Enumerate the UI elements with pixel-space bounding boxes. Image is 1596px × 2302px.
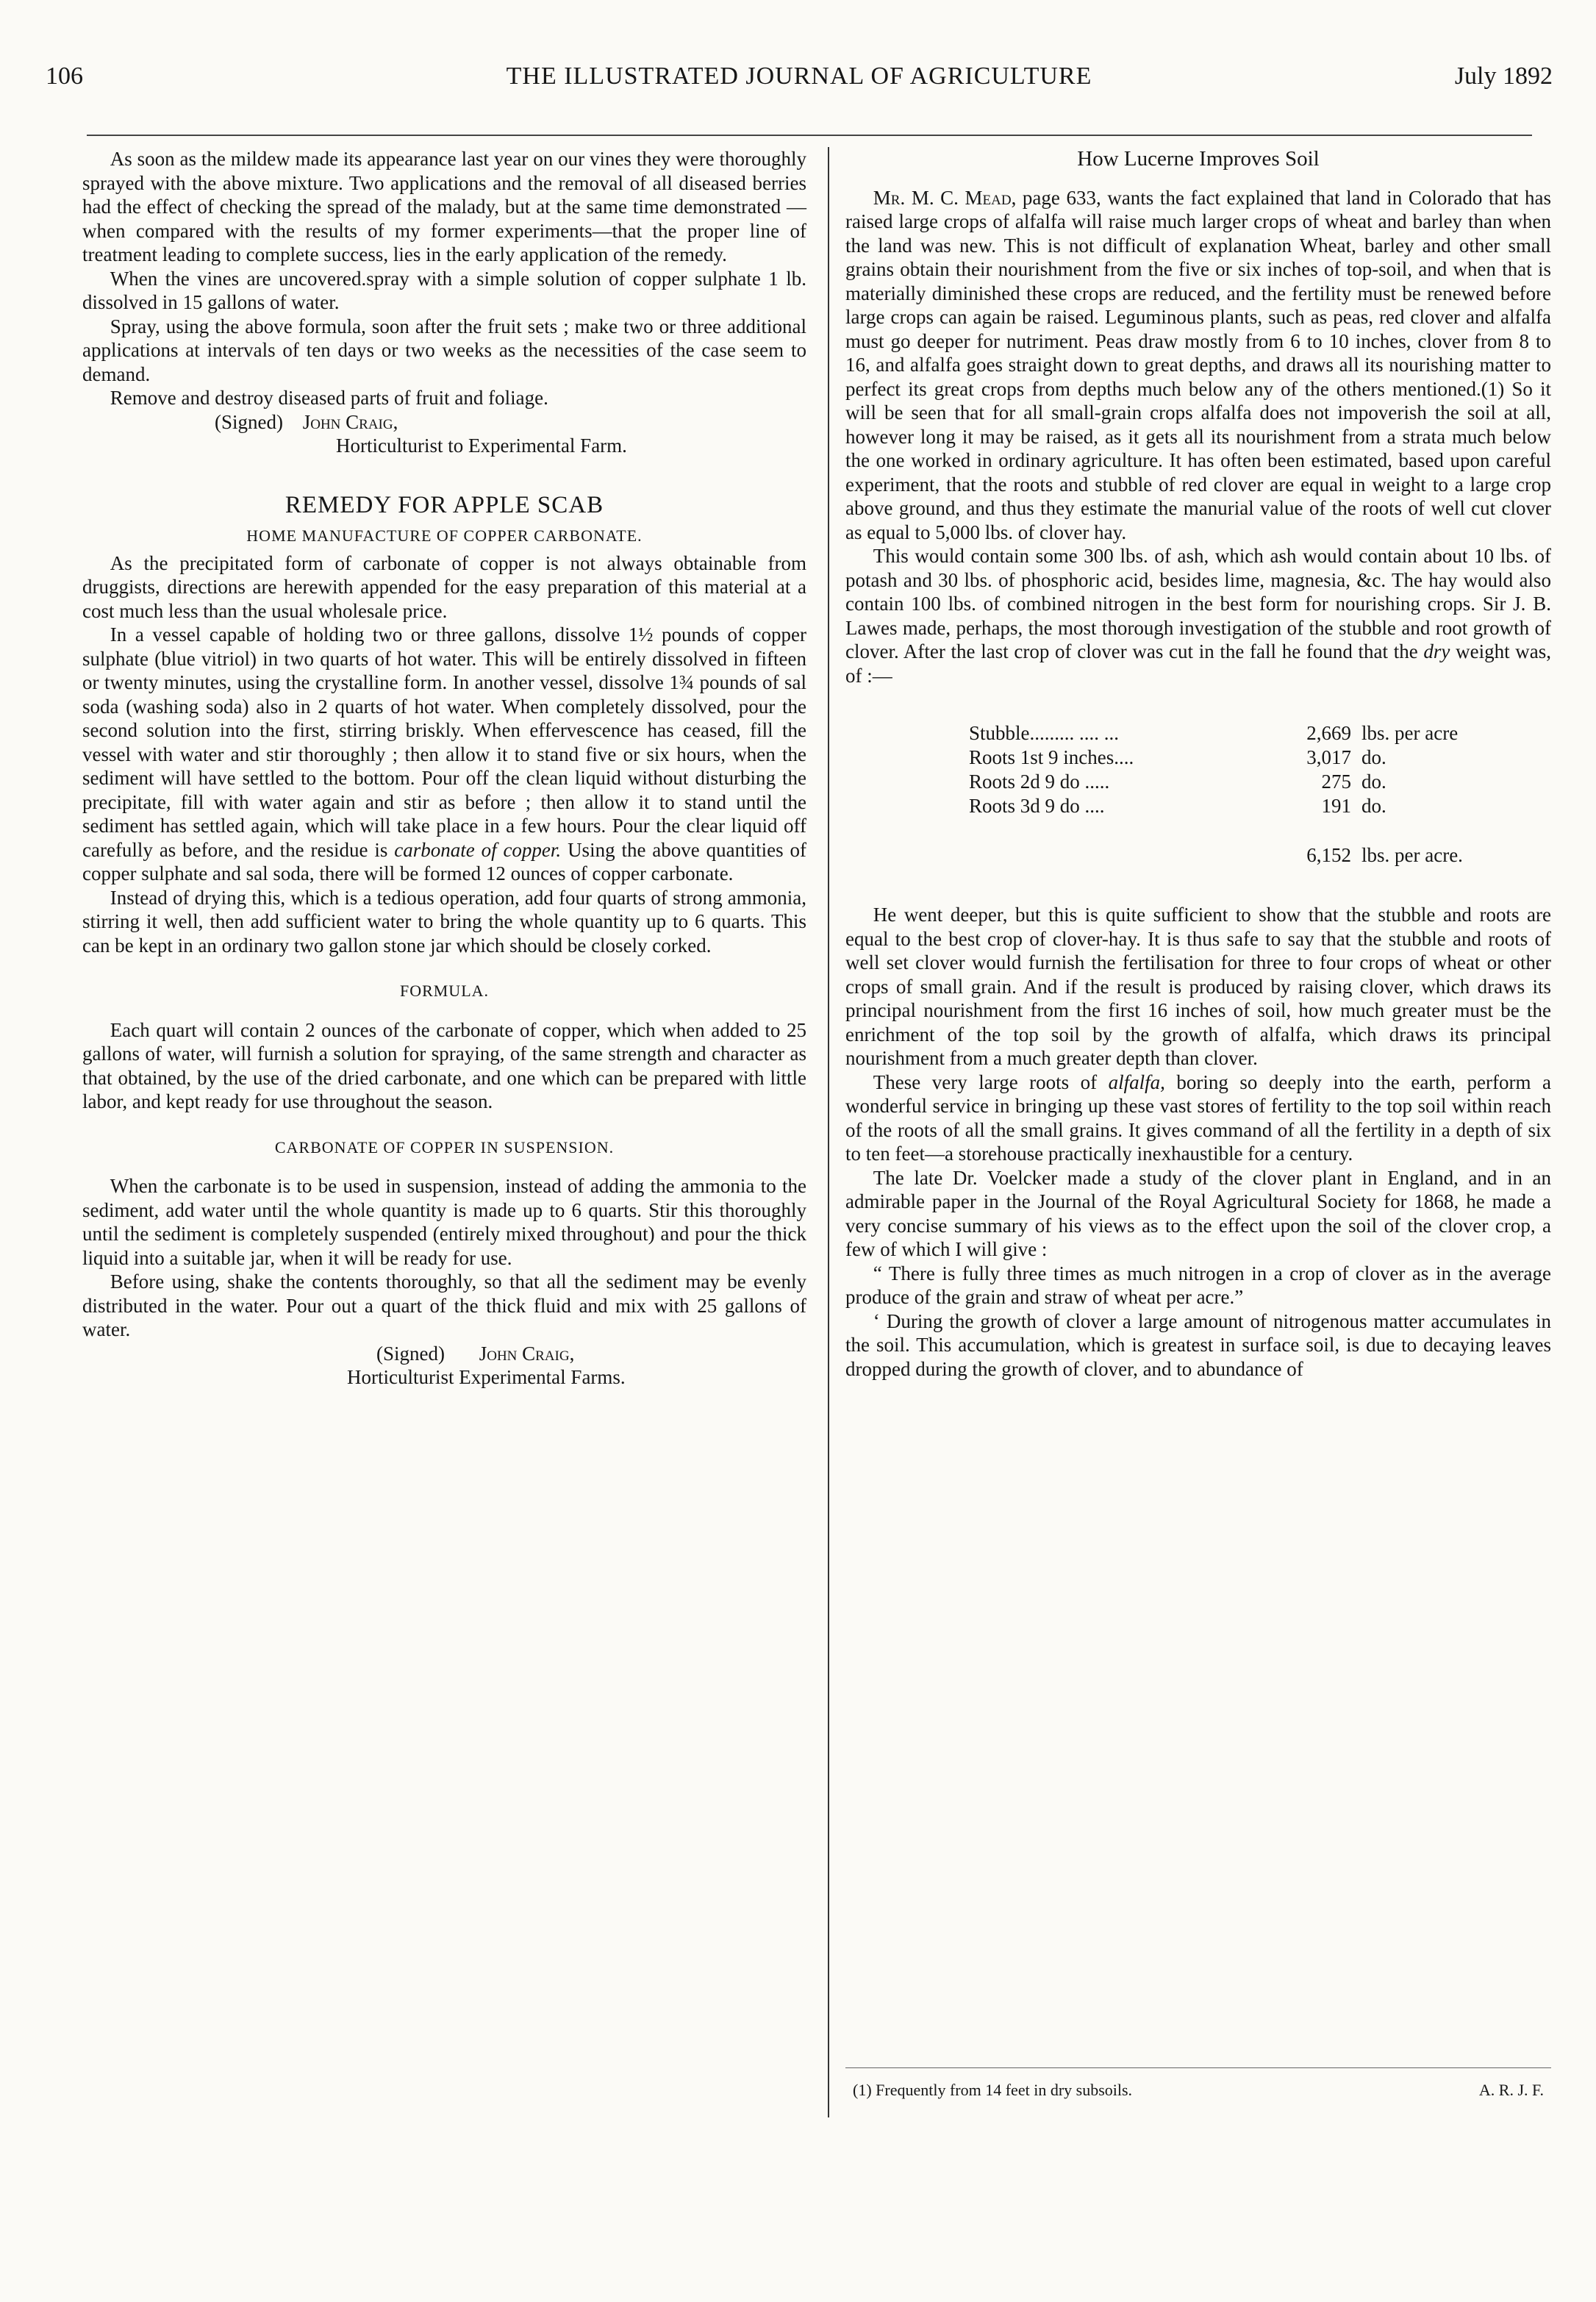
section-title: REMEDY FOR APPLE SCAB: [285, 491, 604, 518]
signer-name: John Craig,: [479, 1342, 575, 1365]
paragraph-text: page 633, wants the fact explained that land in Colorado that has raised large crops of alfalfa will raise much larger crops of wheat and barley than when the land was new. This is not difficult of explanation Wheat, barley and other small grains obtain their nourishment from the five or six inches of top-soil, and when that is materially diminished these crops are reduced, and the fertility must be renewed before large crops can again be raised. Leguminous plants, such as peas, red clover and alfalfa must go deeper for nutriment. Peas draw mostly from 6 to 10 inches, clover from 8 to 16, and alfalfa goes straight down to great depths, and draws all its nourishing matter to perfect its great crops from depths much below any of the others mentioned.(1) So it will be seen that for all small-grain crops alfalfa does not impoverish the soil at all, however long it may be raised, as it gets all its nourishment from a strata much below the one worked in ordinary agriculture. It has often been estimated, based upon careful experiment, that the roots and stubble of red clover are equal in weight to a large crop above ground, and thus they estimate the manurial value of the roots of well cut clover as equal to 5,000 lbs. of clover hay.: [845, 186, 1551, 543]
header-rule: [87, 135, 1532, 136]
person-name: Mr. M. C. Mead,: [873, 186, 1017, 209]
table-row: [969, 746, 1463, 770]
row-value: 275: [1321, 771, 1351, 793]
paragraph: He went deeper, but this is quite sufficient to show that the stubble and roots are equal to the best crop of clover-hay. It is thus safe to say that the stubble and roots of well set clover would furnish the fertilisation for three to four crops of wheat or other crops of small grain. And if the result is produced by raising clover, which draws its principal nourishment from the first 16 inches of soil, how much greater must be the enrichment of the top soil by the growth of alfalfa, which draws its principal nourishment from a much greater depth than clover.: [845, 904, 1551, 1069]
paragraph: When the carbonate is to be used in suspension, instead of adding the ammonia to the sediment, add water until the whole quantity is made up to 6 quarts. Stir this thoroughly until the sediment is completely suspended (entirely mixed throughout) and pour the thick liquid into a suitable jar, when it will be ready for use.: [82, 1175, 806, 1269]
issue-date: July 1892: [1454, 62, 1553, 90]
table-total-row: [969, 818, 1463, 868]
row-unit: lbs. per acre: [1361, 722, 1459, 744]
paragraph: Instead of drying this, which is a tedious operation, add four quarts of strong ammonia, stirring it well, then add sufficient water to bring the whole quantity up to 6 quarts. This can be kept in an ordinary two gallon stone jar which should be closely corked.: [82, 886, 806, 957]
paragraph: As the precipitated form of carbonate of copper is not always obtainable from druggists, directions are herewith appended for the easy preparation of this material at a cost much less than the usual wholesale price.: [82, 551, 806, 622]
signature-block: [82, 1342, 806, 1390]
row-label: Stubble......... .... ...: [969, 722, 1120, 744]
paragraph-text: In a vessel capable of holding two or three gallons, dissolve 1½ pounds of copper sulphate (blue vitriol) in two quarts of hot water. This will be entirely dissolved in fifteen or twenty minutes, using the crystalline form. In another vessel, dissolve 1¾ pounds of sal soda (washing soda) also in 2 quarts of hot water. When completely dissolved, pour the second solution into the first, stirring briskly. When effervescence has ceased, fill the vessel with water and stir thoroughly ; then allow it to stand five or six hours, when the sediment will have settled to the bottom. Pour off the clean liquid without disturbing the precipitate, fill with water again and stir as before ; then allow it to stand until the sediment has settled again, which will take place in a few hours. Pour the clear liquid off carefully as before, and the residue is: [82, 623, 806, 861]
left-column: [82, 147, 806, 1390]
paragraph: Each quart will contain 2 ounces of the carbonate of copper, which when added to 25 gallons of water, will furnish a solution for spraying, of the same strength and character as that obtained, by the use of the dried carbonate, and one which can be prepared with little labor, and kept ready for use throughout the season.: [82, 1018, 806, 1112]
section-subtitle: HOME MANUFACTURE OF COPPER CARBONATE.: [246, 526, 643, 545]
emphasis: alfalfa,: [1108, 1070, 1165, 1093]
paragraph-text: These very large roots of: [873, 1070, 1109, 1093]
article-title: How Lucerne Improves Soil: [1077, 147, 1320, 171]
running-head: [46, 62, 1553, 99]
table-row: [969, 770, 1463, 794]
row-value: 2,669: [1306, 722, 1351, 744]
paragraph: As soon as the mildew made its appearance last year on our vines they were thoroughly sprayed with the above mixture. Two applications and the removal of all diseased berries had the effect of checking the spread of the malady, but at the same time demonstrated — when compared with the results of my former experiments—that the proper line of treatment leading to complete success, lies in the early application of the remedy.: [82, 148, 806, 265]
page-number: 106: [46, 62, 83, 90]
signer-title: Horticulturist to Experimental Farm.: [336, 435, 627, 457]
signed-label: (Signed): [376, 1342, 445, 1365]
paragraph: The late Dr. Voelcker made a study of the clover plant in England, and in an admirable paper in the Journal of the Royal Agricultural Society for 1868, he made a very concise summary of his views as to the effect upon the soil of the clover crop, a few of which I will give :: [845, 1166, 1551, 1260]
row-label: Roots 3d 9 do ....: [969, 795, 1105, 817]
footnote-initials: A. R. J. F.: [1478, 2081, 1544, 2099]
total-unit: lbs. per acre.: [1361, 844, 1463, 866]
row-value: 191: [1321, 795, 1351, 817]
emphasis: dry: [1423, 640, 1450, 662]
footnote: [853, 2081, 1544, 2100]
right-column: [845, 147, 1551, 1381]
yield-table: [969, 721, 1463, 868]
emphasis: carbonate of copper.: [394, 838, 562, 861]
table-row: [969, 794, 1463, 818]
signature-block: [82, 410, 806, 458]
paragraph-text: boring so deeply into the earth, perform a wonderful service in bringing up these vast stores of fertility to the top soil within reach of the roots of all the small grains. It gives command of all the fertility in a depth of six to ten feet—a storehouse practically inexhaustible for a century.: [845, 1070, 1551, 1165]
signer-name: John Craig,: [302, 410, 398, 433]
row-unit: do.: [1361, 795, 1386, 817]
total-value: 6,152: [1306, 844, 1351, 866]
paragraph: Remove and destroy diseased parts of fruit and foliage.: [110, 387, 548, 409]
paragraph: When the vines are uncovered.spray with a simple solution of copper sulphate 1 lb. dissolved in 15 gallons of water.: [82, 267, 806, 313]
quotation: ‘ During the growth of clover a large amount of nitrogenous matter accumulates in the soil. This accumulation, which is greatest in surface soil, is due to decaying leaves dropped during the growth of clover, and to abundance of: [845, 1309, 1551, 1380]
paragraph-text: weight was, of :—: [845, 640, 1551, 687]
paragraph-text: This would contain some 300 lbs. of ash, which ash would contain about 10 lbs. of potash and 30 lbs. of phosphoric acid, besides lime, magnesia, &c. The hay would also contain 100 lbs. of combined nitrogen in the best form for nourishing crops. Sir J. B. Lawes made, perhaps, the most thorough investigation of the stubble and root growth of clover. After the last crop of clover was cut in the fall he found that the: [845, 545, 1551, 662]
footnote-rule: [845, 2067, 1551, 2068]
signed-label: (Signed): [215, 410, 283, 433]
paragraph-text: Using the above quantities of copper sulphate and sal soda, there will be formed 12 ounces of copper carbonate.: [82, 838, 807, 884]
row-value: 3,017: [1306, 746, 1351, 768]
journal-title: THE ILLUSTRATED JOURNAL OF AGRICULTURE: [506, 62, 1092, 90]
paragraph: [82, 623, 806, 886]
quotation: “ There is fully three times as much nitrogen in a crop of clover as in the average produce of the grain and straw of wheat per acre.”: [845, 1262, 1551, 1308]
paragraph: [845, 1070, 1551, 1166]
column-divider: [828, 147, 829, 2117]
paragraph: Spray, using the above formula, soon after the fruit sets ; make two or three additional applications at intervals of ten days or two weeks as the necessities of the case seem to demand.: [82, 315, 806, 385]
paragraph: [845, 544, 1551, 687]
table-row: [969, 721, 1463, 746]
suspension-heading: CARBONATE OF COPPER IN SUSPENSION.: [274, 1137, 615, 1157]
row-unit: do.: [1361, 746, 1386, 768]
paragraph: Before using, shake the contents thoroughly, so that all the sediment may be evenly distributed in the water. Pour out a quart of the thick fluid and mix with 25 gallons of water.: [82, 1270, 806, 1340]
row-unit: do.: [1361, 771, 1386, 793]
paragraph: [845, 186, 1551, 545]
footnote-text: (1) Frequently from 14 feet in dry subsoils.: [853, 2081, 1133, 2099]
row-label: Roots 1st 9 inches....: [969, 746, 1134, 768]
row-label: Roots 2d 9 do .....: [969, 771, 1110, 793]
signer-title: Horticulturist Experimental Farms.: [347, 1366, 626, 1388]
formula-heading: FORMULA.: [399, 982, 490, 1000]
